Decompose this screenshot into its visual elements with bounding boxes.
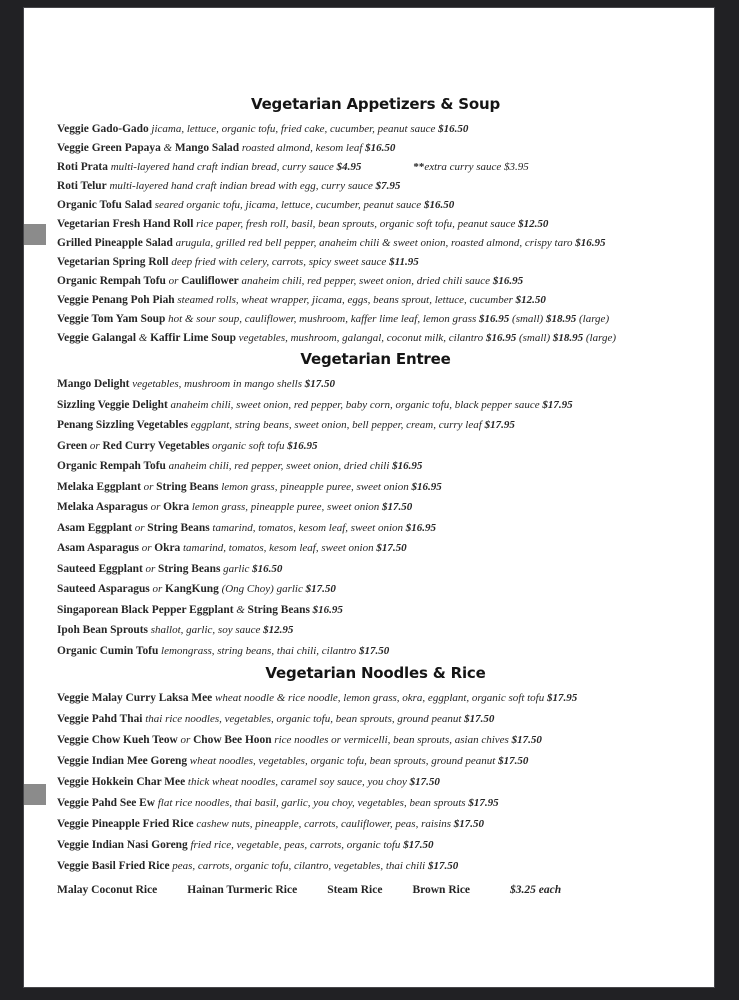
item-price: $16.50	[435, 123, 469, 135]
item-price: $17.50	[400, 839, 434, 851]
item-description: tamarind, tomatos, kesom leaf, sweet onion	[209, 521, 404, 534]
item-conjunction: or	[147, 501, 164, 513]
menu-item	[57, 817, 694, 832]
menu-item	[57, 418, 694, 433]
item-price: $17.50	[508, 734, 542, 746]
item-conjunction: or	[138, 542, 155, 554]
menu-item	[57, 439, 694, 454]
rice-price: $3.25 each	[510, 884, 562, 896]
item-name: Singaporean Black Pepper Eggplant	[57, 603, 234, 616]
menu-item	[57, 754, 694, 769]
item-name: Veggie Pahd See Ew	[57, 797, 155, 809]
item-price: $16.95	[403, 521, 437, 534]
item-price: $16.95	[309, 603, 343, 616]
item-name: Veggie Penang Poh Piah	[57, 294, 175, 306]
item-name: Melaka Asparagus	[57, 501, 148, 513]
item-price: $17.50	[302, 378, 335, 390]
menu-item	[57, 312, 694, 327]
item-name: Asam Asparagus	[57, 542, 139, 554]
item-name: Chow Bee Hoon	[193, 734, 272, 746]
item-description: (small)	[509, 313, 544, 325]
item-conjunction: &	[136, 332, 151, 344]
item-price: $16.95	[485, 332, 517, 344]
item-price: $16.95	[476, 313, 510, 325]
item-price: $12.50	[515, 218, 549, 230]
item-description: wheat noodle & rice noodle, lemon grass, okra, eggplant, organic soft tofu	[212, 692, 545, 704]
item-price: $17.50	[461, 713, 495, 725]
item-description: anaheim chili, red pepper, sweet onion, dried chili	[165, 460, 390, 472]
item-description: fried rice, vegetable, peas, carrots, organic tofu	[187, 839, 401, 851]
item-price: $16.95	[490, 275, 524, 287]
item-description: anaheim chili, sweet onion, red pepper, baby corn, organic tofu, black pepper sauce	[167, 398, 540, 411]
item-description: steamed rolls, wheat wrapper, jicama, eggs, beans sprout, lettuce, cucumber	[174, 294, 513, 306]
item-description: peas, carrots, organic tofu, cilantro, vegetables, thai chili	[169, 860, 426, 872]
menu-item	[57, 562, 694, 577]
item-price: $17.50	[356, 644, 390, 657]
item-name: Vegetarian Spring Roll	[57, 256, 169, 268]
item-description: lemon grass, pineapple puree, sweet onion	[189, 501, 380, 513]
item-note-stars: **	[413, 161, 425, 173]
item-description: seared organic tofu, jicama, lettuce, cucumber, peanut sauce	[151, 199, 422, 211]
item-price: $17.50	[495, 755, 529, 767]
rice-option: Steam Rice	[327, 884, 383, 896]
menu-item	[57, 796, 694, 811]
item-name: Veggie Pineapple Fried Rice	[57, 818, 194, 830]
item-description: rice noodles or vermicelli, bean sprouts, asian chives	[271, 734, 509, 746]
item-name: Asam Eggplant	[57, 521, 133, 534]
item-name: Veggie Chow Kueh Teow	[57, 734, 178, 746]
menu-item	[57, 331, 694, 346]
item-name: Ipoh Bean Sprouts	[57, 624, 148, 636]
item-name: KangKung	[165, 583, 219, 595]
item-price: $16.95	[389, 460, 423, 472]
menu-item	[57, 459, 694, 474]
item-conjunction: &	[160, 142, 175, 154]
item-name: Organic Rempah Tofu	[57, 275, 166, 287]
item-name: String Beans	[158, 562, 221, 575]
item-price: $17.95	[544, 692, 578, 704]
item-name: Veggie Gado-Gado	[57, 123, 149, 135]
item-description: multi-layered hand craft indian bread with egg, curry sauce	[106, 180, 373, 192]
item-name: Sauteed Eggplant	[57, 562, 143, 575]
item-name: Sizzling Veggie Delight	[57, 398, 168, 411]
menu-content	[24, 95, 714, 898]
menu-item	[57, 122, 694, 137]
item-description: (large)	[583, 332, 616, 344]
item-price: $17.50	[425, 860, 459, 872]
item-price: $4.95	[333, 161, 362, 173]
item-name: Veggie Galangal	[57, 332, 136, 344]
item-name: Okra	[163, 501, 190, 513]
item-price: $17.50	[406, 776, 440, 788]
item-name: Veggie Indian Nasi Goreng	[57, 839, 188, 851]
rice-option: Malay Coconut Rice	[57, 884, 158, 896]
item-price: $7.95	[372, 180, 401, 192]
item-description: rice paper, fresh roll, basil, bean sprouts, organic soft tofu, peanut sauce	[193, 218, 516, 230]
item-name: Organic Tofu Salad	[57, 199, 152, 211]
item-description: hot & sour soup, cauliflower, mushroom, kaffer lime leaf, lemon grass	[165, 313, 477, 325]
menu-item	[57, 236, 694, 251]
item-price: $16.95	[572, 237, 606, 249]
item-price: $12.50	[512, 294, 546, 306]
item-name: Okra	[154, 542, 181, 554]
section-items	[57, 377, 694, 659]
item-name: Mango Delight	[57, 378, 130, 390]
item-price: $18.95	[550, 332, 584, 344]
rice-option: Brown Rice	[412, 884, 471, 896]
item-name: Mango Salad	[174, 142, 240, 154]
menu-item	[57, 521, 694, 536]
item-price: $11.95	[386, 256, 419, 268]
item-name: Veggie Pahd Thai	[57, 713, 143, 725]
item-description: vegetables, mushroom, galangal, coconut milk, cilantro	[235, 332, 486, 344]
menu-item	[57, 255, 694, 270]
item-description: jicama, lettuce, organic tofu, fried cake, cucumber, peanut sauce	[148, 123, 436, 135]
section-title: Vegetarian Appetizers & Soup	[251, 95, 500, 113]
item-description: multi-layered hand craft indian bread, curry sauce	[107, 161, 334, 173]
item-name: String Beans	[156, 480, 219, 493]
menu-item	[57, 217, 694, 232]
menu-item	[57, 377, 694, 392]
item-price: $16.95	[284, 439, 318, 452]
menu-item	[57, 603, 694, 618]
gray-highlight-marker	[24, 784, 46, 805]
item-description: (large)	[576, 313, 610, 325]
item-price: $17.50	[302, 583, 336, 595]
menu-item	[57, 733, 694, 748]
item-name: Veggie Tom Yam Soup	[57, 313, 166, 325]
item-description: arugula, grilled red bell pepper, anaheim chili & sweet onion, roasted almond, crispy taro	[172, 237, 573, 249]
item-conjunction: or	[132, 521, 148, 534]
menu-item	[57, 644, 694, 659]
item-price: $17.50	[373, 542, 407, 554]
item-name: Melaka Eggplant	[57, 480, 141, 493]
item-description: flat rice noodles, thai basil, garlic, you choy, vegetables, bean sprouts	[154, 797, 466, 809]
item-name: Roti Prata	[57, 161, 108, 173]
menu-item	[57, 775, 694, 790]
item-name: Vegetarian Fresh Hand Roll	[57, 218, 194, 230]
menu-item	[57, 179, 694, 194]
item-conjunction: &	[233, 603, 248, 616]
item-description: lemon grass, pineapple puree, sweet onion	[218, 480, 409, 493]
menu-item	[57, 480, 694, 495]
item-conjunction: or	[165, 275, 182, 287]
item-description: thick wheat noodles, caramel soy sauce, you choy	[185, 776, 407, 788]
item-description: deep fried with celery, carrots, spicy sweet sauce	[168, 256, 387, 268]
item-description: organic soft tofu	[209, 439, 285, 452]
item-name: Red Curry Vegetables	[102, 439, 210, 452]
item-description: tamarind, tomatos, kesom leaf, sweet onion	[180, 542, 374, 554]
item-name: String Beans	[147, 521, 210, 534]
menu-item	[57, 838, 694, 853]
item-price: $12.95	[260, 624, 294, 636]
item-price: $17.50	[379, 501, 413, 513]
rice-options-row	[57, 884, 561, 896]
item-name: Kaffir Lime Soup	[150, 332, 236, 344]
menu-item	[57, 500, 694, 515]
menu-item	[57, 398, 694, 413]
menu-item	[57, 160, 694, 175]
item-conjunction: or	[142, 562, 159, 575]
item-name: Roti Telur	[57, 180, 107, 192]
item-description: roasted almond, kesom leaf	[239, 142, 363, 154]
item-note: extra curry sauce $3.95	[424, 161, 529, 173]
item-name: Cauliflower	[181, 275, 239, 287]
item-price: $17.95	[539, 398, 573, 411]
item-conjunction: or	[140, 480, 157, 493]
menu-item	[57, 274, 694, 289]
item-description: thai rice noodles, vegetables, organic tofu, bean sprouts, ground peanut	[142, 713, 462, 725]
item-conjunction: or	[177, 734, 194, 746]
item-price: $17.50	[451, 818, 485, 830]
item-name: Penang Sizzling Vegetables	[57, 419, 188, 431]
item-name: Veggie Indian Mee Goreng	[57, 755, 188, 767]
menu-item	[57, 582, 694, 597]
item-name: Veggie Hokkein Char Mee	[57, 776, 186, 788]
section-title: Vegetarian Noodles & Rice	[265, 664, 486, 682]
item-price: $17.95	[481, 419, 515, 431]
item-description: vegetables, mushroom in mango shells	[129, 378, 302, 390]
menu-item	[57, 293, 694, 308]
item-description: lemongrass, string beans, thai chili, cilantro	[158, 644, 357, 657]
item-name: Veggie Green Papaya	[57, 142, 161, 154]
menu-item	[57, 691, 694, 706]
menu-item	[57, 623, 694, 638]
item-price: $16.95	[408, 480, 442, 493]
menu-item	[57, 141, 694, 156]
item-description: wheat noodles, vegetables, organic tofu, bean sprouts, ground peanut	[187, 755, 496, 767]
item-description: shallot, garlic, soy sauce	[147, 624, 261, 636]
item-price: $16.50	[249, 562, 283, 575]
section-title: Vegetarian Entree	[300, 350, 451, 368]
item-conjunction: or	[149, 583, 166, 595]
item-name: Green	[57, 439, 88, 452]
menu-item	[57, 541, 694, 556]
item-description: (Ong Choy) garlic	[218, 583, 303, 595]
rice-option: Hainan Turmeric Rice	[187, 884, 298, 896]
item-name: Organic Cumin Tofu	[57, 644, 159, 657]
item-conjunction: or	[87, 439, 103, 452]
item-name: String Beans	[247, 603, 310, 616]
gray-highlight-marker	[24, 224, 46, 245]
item-name: Veggie Basil Fried Rice	[57, 860, 170, 872]
item-description: anaheim chili, red pepper, sweet onion, dried chili sauce	[238, 275, 491, 287]
menu-page	[24, 8, 714, 987]
item-description: (small)	[516, 332, 551, 344]
menu-item	[57, 712, 694, 727]
item-name: Grilled Pineapple Salad	[57, 237, 173, 249]
item-name: Veggie Malay Curry Laksa Mee	[57, 692, 213, 704]
section-items	[57, 122, 694, 346]
item-description: garlic	[220, 562, 250, 575]
item-price: $16.50	[362, 142, 396, 154]
menu-item	[57, 859, 694, 874]
item-name: Organic Rempah Tofu	[57, 460, 166, 472]
menu-item	[57, 198, 694, 213]
item-price: $17.95	[465, 797, 499, 809]
section-items	[57, 691, 694, 874]
item-price: $18.95	[543, 313, 577, 325]
item-description: cashew nuts, pineapple, carrots, cauliflower, peas, raisins	[193, 818, 452, 830]
item-name: Sauteed Asparagus	[57, 583, 150, 595]
item-description: eggplant, string beans, sweet onion, bell pepper, cream, curry leaf	[188, 419, 482, 431]
item-price: $16.50	[421, 199, 455, 211]
